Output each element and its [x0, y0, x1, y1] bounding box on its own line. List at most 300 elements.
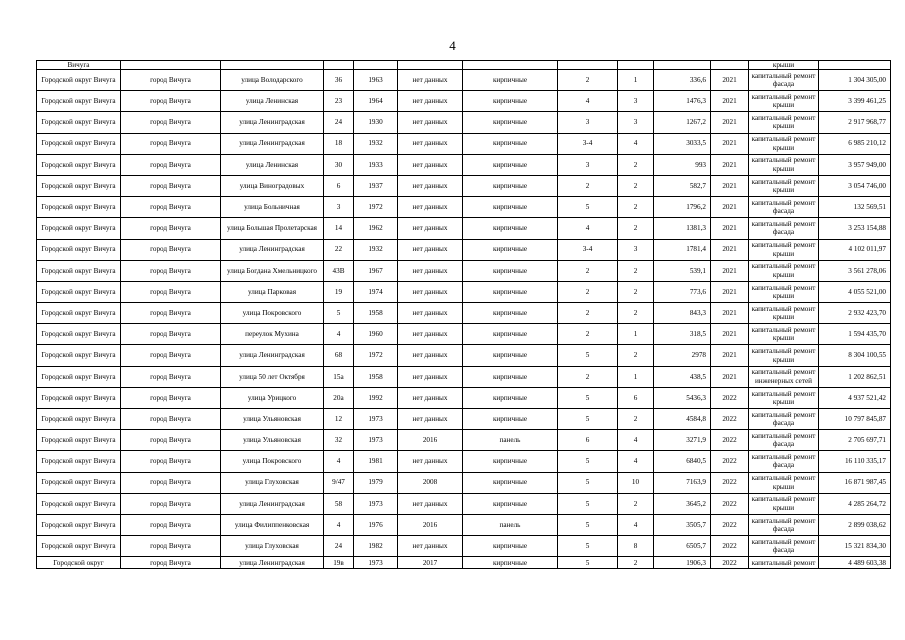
cell-wall-material: кирпичные [463, 387, 558, 408]
cell-work-type: капитальный ремонт крыши [749, 133, 819, 154]
cell-municipality: Городской округ Вичуга [37, 239, 121, 260]
cell-house-number: 19 [324, 281, 354, 302]
cell-year-built: 1932 [354, 239, 398, 260]
cell-street: улица Ленинградская [221, 345, 324, 366]
cell-last-repair-year: нет данных [398, 133, 463, 154]
cell-house-number: 12 [324, 409, 354, 430]
cell-floors: 5 [558, 557, 618, 569]
cell-wall-material: кирпичные [463, 239, 558, 260]
cell-work-type: капитальный ремонт крыши [749, 91, 819, 112]
cell-municipality: Городской округ Вичуга [37, 175, 121, 196]
cell-entrances: 2 [618, 197, 654, 218]
cell-year-built: 1992 [354, 387, 398, 408]
cell-house-number: 58 [324, 493, 354, 514]
cell-plan-year: 2021 [711, 154, 749, 175]
cell-cost: 4 102 011,97 [819, 239, 891, 260]
cell-street: переулок Мухина [221, 324, 324, 345]
cell-house-number: 4 [324, 514, 354, 535]
cell-last-repair-year: 2016 [398, 514, 463, 535]
cell-municipality: Городской округ Вичуга [37, 345, 121, 366]
cell-street: улица Ульяновская [221, 430, 324, 451]
cell-last-repair-year: нет данных [398, 112, 463, 133]
cell-street: улица Покровского [221, 451, 324, 472]
cell-area: 3033,5 [654, 133, 711, 154]
cell-last-repair-year: нет данных [398, 154, 463, 175]
cell-plan-year: 2021 [711, 133, 749, 154]
table-row [37, 260, 891, 281]
cell-work-type: капитальный ремонт крыши [749, 324, 819, 345]
cell-cost: 6 985 210,12 [819, 133, 891, 154]
cell-last-repair-year: нет данных [398, 239, 463, 260]
cell-plan-year: 2021 [711, 324, 749, 345]
cell-area: 1381,3 [654, 218, 711, 239]
cell-area: 318,5 [654, 324, 711, 345]
cell-house-number: 4 [324, 451, 354, 472]
table-row [37, 387, 891, 408]
cell-cost: 16 871 987,45 [819, 472, 891, 493]
cell-entrances: 4 [618, 430, 654, 451]
cell-year-built: 1958 [354, 366, 398, 387]
cell-municipality: Городской округ Вичуга [37, 197, 121, 218]
cell-work-type: капитальный ремонт [749, 557, 819, 569]
cell-plan-year: 2022 [711, 451, 749, 472]
cell-house-number: 3 [324, 197, 354, 218]
cell-last-repair-year: 2017 [398, 557, 463, 569]
cell-plan-year: 2022 [711, 536, 749, 557]
cell-cost: 2 899 038,62 [819, 514, 891, 535]
cell-work-type: капитальный ремонт крыши [749, 175, 819, 196]
cell-municipality: Городской округ Вичуга [37, 133, 121, 154]
cell-cost: 4 489 603,38 [819, 557, 891, 569]
cell-work-type: капитальный ремонт крыши [749, 472, 819, 493]
cell-entrances: 2 [618, 303, 654, 324]
cell-work-type: капитальный ремонт крыши [749, 260, 819, 281]
table-row [37, 366, 891, 387]
cell-floors: 4 [558, 218, 618, 239]
cell-floors: 5 [558, 451, 618, 472]
cell-wall-material: кирпичные [463, 70, 558, 91]
cell-plan-year: 2022 [711, 472, 749, 493]
cell-entrances: 2 [618, 260, 654, 281]
cell-year-built: 1932 [354, 133, 398, 154]
cell-plan-year: 2021 [711, 260, 749, 281]
cell-locality: город Вичуга [121, 218, 221, 239]
cell-floors: 3-4 [558, 239, 618, 260]
cell-area: 6840,5 [654, 451, 711, 472]
cell-locality: город Вичуга [121, 536, 221, 557]
cell-house-number: 30 [324, 154, 354, 175]
cell-plan-year: 2021 [711, 70, 749, 91]
cell-municipality: Городской округ Вичуга [37, 281, 121, 302]
cell-plan-year: 2021 [711, 175, 749, 196]
cell-floors: 2 [558, 366, 618, 387]
cell-house-number: 24 [324, 112, 354, 133]
cell-work-type: капитальный ремонт крыши [749, 281, 819, 302]
cell-wall-material: кирпичные [463, 557, 558, 569]
cell-floors: 6 [558, 430, 618, 451]
cell-street: улица Покровского [221, 303, 324, 324]
cell-year-built: 1960 [354, 324, 398, 345]
cell-wall-material: кирпичные [463, 366, 558, 387]
cell-wall-material: кирпичные [463, 197, 558, 218]
cell-street: улица Филиппенковская [221, 514, 324, 535]
cell-cost: 15 321 834,30 [819, 536, 891, 557]
cell-work-type: капитальный ремонт крыши [749, 387, 819, 408]
housing-repair-table [36, 60, 891, 569]
cell-locality: город Вичуга [121, 70, 221, 91]
cell-last-repair-year: нет данных [398, 409, 463, 430]
cell-locality: город Вичуга [121, 451, 221, 472]
cell-locality: город Вичуга [121, 472, 221, 493]
cell-floors: 5 [558, 493, 618, 514]
cell-house-number: 9/47 [324, 472, 354, 493]
cell-area: 5436,3 [654, 387, 711, 408]
cell-area: 1796,2 [654, 197, 711, 218]
cell-last-repair-year: нет данных [398, 324, 463, 345]
table-row [37, 409, 891, 430]
cell-street: улица Парковая [221, 281, 324, 302]
cell-wall-material: кирпичные [463, 409, 558, 430]
cell-wall-material: кирпичные [463, 451, 558, 472]
cell-municipality: Городской округ Вичуга [37, 154, 121, 175]
cell-cost: 3 399 461,25 [819, 91, 891, 112]
cell-floors: 2 [558, 175, 618, 196]
cell-municipality: Городской округ Вичуга [37, 409, 121, 430]
cell-wall-material: кирпичные [463, 536, 558, 557]
cell-street: улица Ленинградская [221, 112, 324, 133]
cell-last-repair-year: нет данных [398, 387, 463, 408]
cell-last-repair-year: нет данных [398, 197, 463, 218]
cell-work-type: капитальный ремонт фасада [749, 409, 819, 430]
cell-cost: 1 202 862,51 [819, 366, 891, 387]
cell-year-built: 1973 [354, 430, 398, 451]
page-number: 4 [449, 38, 456, 53]
cell-wall-material: кирпичные [463, 493, 558, 514]
cell-wall-material: кирпичные [463, 154, 558, 175]
cell-plan-year: 2022 [711, 430, 749, 451]
cell-plan-year: 2021 [711, 366, 749, 387]
cell-plan-year: 2021 [711, 303, 749, 324]
cell-area: 3645,2 [654, 493, 711, 514]
cell-municipality: Городской округ Вичуга [37, 387, 121, 408]
cell-floors: 5 [558, 197, 618, 218]
cell-year-built: 1964 [354, 91, 398, 112]
cell-floors: 4 [558, 91, 618, 112]
cell-plan-year: 2022 [711, 387, 749, 408]
table-row [37, 218, 891, 239]
cell-entrances: 2 [618, 281, 654, 302]
cell-work-type: капитальный ремонт крыши [749, 493, 819, 514]
cell-last-repair-year: нет данных [398, 366, 463, 387]
cell-cost: 1 304 305,00 [819, 70, 891, 91]
cell-locality: город Вичуга [121, 387, 221, 408]
table-row [37, 451, 891, 472]
cell-municipality: Городской округ Вичуга [37, 112, 121, 133]
cell-entrances: 2 [618, 218, 654, 239]
cell-street: улица Ленинградская [221, 557, 324, 569]
cell-area: 843,3 [654, 303, 711, 324]
cell-municipality: Городской округ Вичуга [37, 91, 121, 112]
cell-street: улица Богдана Хмельницкого [221, 260, 324, 281]
cell-municipality: Городской округ Вичуга [37, 218, 121, 239]
cell-last-repair-year: нет данных [398, 451, 463, 472]
table-row [37, 345, 891, 366]
cell-area: 773,6 [654, 281, 711, 302]
cell-cost: 16 110 335,17 [819, 451, 891, 472]
cell-area: 6505,7 [654, 536, 711, 557]
cell-entrances: 1 [618, 324, 654, 345]
cell-cost: 3 561 278,06 [819, 260, 891, 281]
cell-street: улица Ленинградская [221, 239, 324, 260]
cell-cost: 4 937 521,42 [819, 387, 891, 408]
cell-wall-material: панель [463, 514, 558, 535]
cell-locality: город Вичуга [121, 514, 221, 535]
cell-plan-year: 2022 [711, 557, 749, 569]
cell-municipality: Городской округ Вичуга [37, 536, 121, 557]
cell-year-built: 1973 [354, 557, 398, 569]
cell-locality: город Вичуга [121, 154, 221, 175]
cell-house-number: 15а [324, 366, 354, 387]
table-body [37, 61, 891, 569]
table-row [37, 91, 891, 112]
cell-entrances: 3 [618, 239, 654, 260]
table-row [37, 557, 891, 569]
table-row [37, 472, 891, 493]
cell-municipality: Вичуга [37, 61, 121, 70]
cell-last-repair-year: 2008 [398, 472, 463, 493]
cell-house-number: 6 [324, 175, 354, 196]
cell-cost: 1 594 435,70 [819, 324, 891, 345]
cell-entrances: 6 [618, 387, 654, 408]
cell-plan-year: 2021 [711, 91, 749, 112]
cell-floors: 2 [558, 260, 618, 281]
table-row [37, 493, 891, 514]
cell-street: улица Глуховская [221, 536, 324, 557]
cell-floors: 5 [558, 387, 618, 408]
cell-street: улица Больничная [221, 197, 324, 218]
cell-plan-year: 2022 [711, 493, 749, 514]
cell-year-built: 1962 [354, 218, 398, 239]
cell-plan-year: 2021 [711, 281, 749, 302]
cell-work-type: капитальный ремонт крыши [749, 303, 819, 324]
cell-cost: 2 932 423,70 [819, 303, 891, 324]
cell-entrances: 10 [618, 472, 654, 493]
cell-entrances: 4 [618, 133, 654, 154]
cell-floors: 3-4 [558, 133, 618, 154]
cell-street: улица Ульяновская [221, 409, 324, 430]
cell-wall-material: кирпичные [463, 112, 558, 133]
cell-last-repair-year: нет данных [398, 345, 463, 366]
cell-work-type: капитальный ремонт крыши [749, 154, 819, 175]
cell-house-number: 68 [324, 345, 354, 366]
cell-municipality: Городской округ Вичуга [37, 451, 121, 472]
cell-entrances: 3 [618, 91, 654, 112]
cell-street: улица Ленинградская [221, 493, 324, 514]
cell-plan-year: 2021 [711, 239, 749, 260]
cell-entrances: 2 [618, 557, 654, 569]
cell-plan-year: 2022 [711, 514, 749, 535]
cell-floors: 5 [558, 409, 618, 430]
cell-street: улица Урицкого [221, 387, 324, 408]
cell-last-repair-year: нет данных [398, 303, 463, 324]
cell-cost: 8 304 100,55 [819, 345, 891, 366]
cell-house-number: 5 [324, 303, 354, 324]
cell-entrances: 2 [618, 493, 654, 514]
cell-wall-material: кирпичные [463, 218, 558, 239]
cell-cost: 3 253 154,88 [819, 218, 891, 239]
cell-cost: 2 705 697,71 [819, 430, 891, 451]
cell-last-repair-year: нет данных [398, 493, 463, 514]
table-row [37, 175, 891, 196]
cell-area: 438,5 [654, 366, 711, 387]
cell-municipality: Городской округ Вичуга [37, 366, 121, 387]
cell-area: 993 [654, 154, 711, 175]
cell-work-type: капитальный ремонт фасада [749, 430, 819, 451]
cell-plan-year: 2022 [711, 409, 749, 430]
cell-house-number: 32 [324, 430, 354, 451]
cell-street: улица Большая Пролетарская [221, 218, 324, 239]
cell-locality: город Вичуга [121, 91, 221, 112]
cell-house-number: 22 [324, 239, 354, 260]
cell-last-repair-year: нет данных [398, 260, 463, 281]
cell-locality: город Вичуга [121, 281, 221, 302]
cell-year-built: 1972 [354, 345, 398, 366]
cell-last-repair-year: нет данных [398, 536, 463, 557]
cell-area: 4584,8 [654, 409, 711, 430]
cell-floors: 5 [558, 536, 618, 557]
cell-work-type: капитальный ремонт фасада [749, 197, 819, 218]
table-row [37, 514, 891, 535]
table-row [37, 70, 891, 91]
cell-cost: 10 797 845,87 [819, 409, 891, 430]
cell-house-number: 23 [324, 91, 354, 112]
cell-locality: город Вичуга [121, 557, 221, 569]
cell-municipality: Городской округ Вичуга [37, 514, 121, 535]
cell-municipality: Городской округ Вичуга [37, 70, 121, 91]
cell-floors: 3 [558, 154, 618, 175]
cell-municipality: Городской округ Вичуга [37, 324, 121, 345]
cell-area: 7163,9 [654, 472, 711, 493]
cell-wall-material: кирпичные [463, 281, 558, 302]
cell-work-type: капитальный ремонт крыши [749, 345, 819, 366]
cell-house-number: 18 [324, 133, 354, 154]
cell-house-number: 36 [324, 70, 354, 91]
cell-street: улица Ленинская [221, 91, 324, 112]
cell-house-number: 14 [324, 218, 354, 239]
cell-house-number: 19в [324, 557, 354, 569]
cell-year-built: 1967 [354, 260, 398, 281]
cell-area: 1476,3 [654, 91, 711, 112]
table-row [37, 197, 891, 218]
cell-entrances: 1 [618, 366, 654, 387]
cell-street: улица Ленинградская [221, 133, 324, 154]
cell-year-built: 1974 [354, 281, 398, 302]
cell-wall-material: кирпичные [463, 133, 558, 154]
cell-year-built: 1963 [354, 70, 398, 91]
cell-wall-material: кирпичные [463, 324, 558, 345]
cell-entrances: 2 [618, 345, 654, 366]
cell-floors: 5 [558, 345, 618, 366]
cell-entrances: 3 [618, 112, 654, 133]
cell-locality: город Вичуга [121, 324, 221, 345]
cell-locality: город Вичуга [121, 366, 221, 387]
cell-locality: город Вичуга [121, 409, 221, 430]
cell-wall-material: кирпичные [463, 260, 558, 281]
cell-municipality: Городской округ [37, 557, 121, 569]
cell-year-built: 1982 [354, 536, 398, 557]
cell-area: 539,1 [654, 260, 711, 281]
cell-cost: 3 957 949,00 [819, 154, 891, 175]
cell-last-repair-year: нет данных [398, 91, 463, 112]
cell-house-number: 4 [324, 324, 354, 345]
cell-entrances: 4 [618, 451, 654, 472]
cell-locality: город Вичуга [121, 197, 221, 218]
cell-work-type: капитальный ремонт крыши [749, 112, 819, 133]
cell-area: 2978 [654, 345, 711, 366]
cell-area: 1906,3 [654, 557, 711, 569]
cell-floors: 5 [558, 472, 618, 493]
cell-floors: 2 [558, 303, 618, 324]
table-row [37, 281, 891, 302]
cell-house-number: 24 [324, 536, 354, 557]
cell-wall-material: кирпичные [463, 91, 558, 112]
cell-locality: город Вичуга [121, 112, 221, 133]
cell-year-built: 1930 [354, 112, 398, 133]
cell-work-type: капитальный ремонт фасада [749, 451, 819, 472]
cell-last-repair-year: нет данных [398, 175, 463, 196]
cell-cost: 2 917 968,77 [819, 112, 891, 133]
table-row-partial [37, 61, 891, 70]
cell-plan-year: 2021 [711, 345, 749, 366]
table-row [37, 430, 891, 451]
cell-plan-year: 2021 [711, 197, 749, 218]
cell-wall-material: панель [463, 430, 558, 451]
cell-wall-material: кирпичные [463, 303, 558, 324]
cell-municipality: Городской округ Вичуга [37, 430, 121, 451]
cell-plan-year: 2021 [711, 218, 749, 239]
cell-floors: 2 [558, 70, 618, 91]
cell-work-type: крыши [749, 61, 819, 70]
table-row [37, 133, 891, 154]
cell-entrances: 2 [618, 154, 654, 175]
cell-year-built: 1981 [354, 451, 398, 472]
cell-house-number: 43В [324, 260, 354, 281]
cell-street: улица 50 лет Октября [221, 366, 324, 387]
cell-last-repair-year: нет данных [398, 70, 463, 91]
cell-wall-material: кирпичные [463, 345, 558, 366]
cell-entrances: 1 [618, 70, 654, 91]
cell-entrances: 2 [618, 409, 654, 430]
cell-municipality: Городской округ Вичуга [37, 472, 121, 493]
cell-plan-year: 2021 [711, 112, 749, 133]
table-row [37, 303, 891, 324]
table-row [37, 154, 891, 175]
cell-area: 582,7 [654, 175, 711, 196]
cell-cost: 4 285 264,72 [819, 493, 891, 514]
cell-entrances: 4 [618, 514, 654, 535]
cell-year-built: 1973 [354, 409, 398, 430]
cell-work-type: капитальный ремонт крыши [749, 239, 819, 260]
cell-entrances: 2 [618, 175, 654, 196]
cell-street: улица Ленинская [221, 154, 324, 175]
cell-year-built: 1976 [354, 514, 398, 535]
cell-area: 1781,4 [654, 239, 711, 260]
cell-work-type: капитальный ремонт фасада [749, 536, 819, 557]
cell-entrances: 8 [618, 536, 654, 557]
cell-locality: город Вичуга [121, 303, 221, 324]
cell-locality: город Вичуга [121, 345, 221, 366]
cell-year-built: 1958 [354, 303, 398, 324]
